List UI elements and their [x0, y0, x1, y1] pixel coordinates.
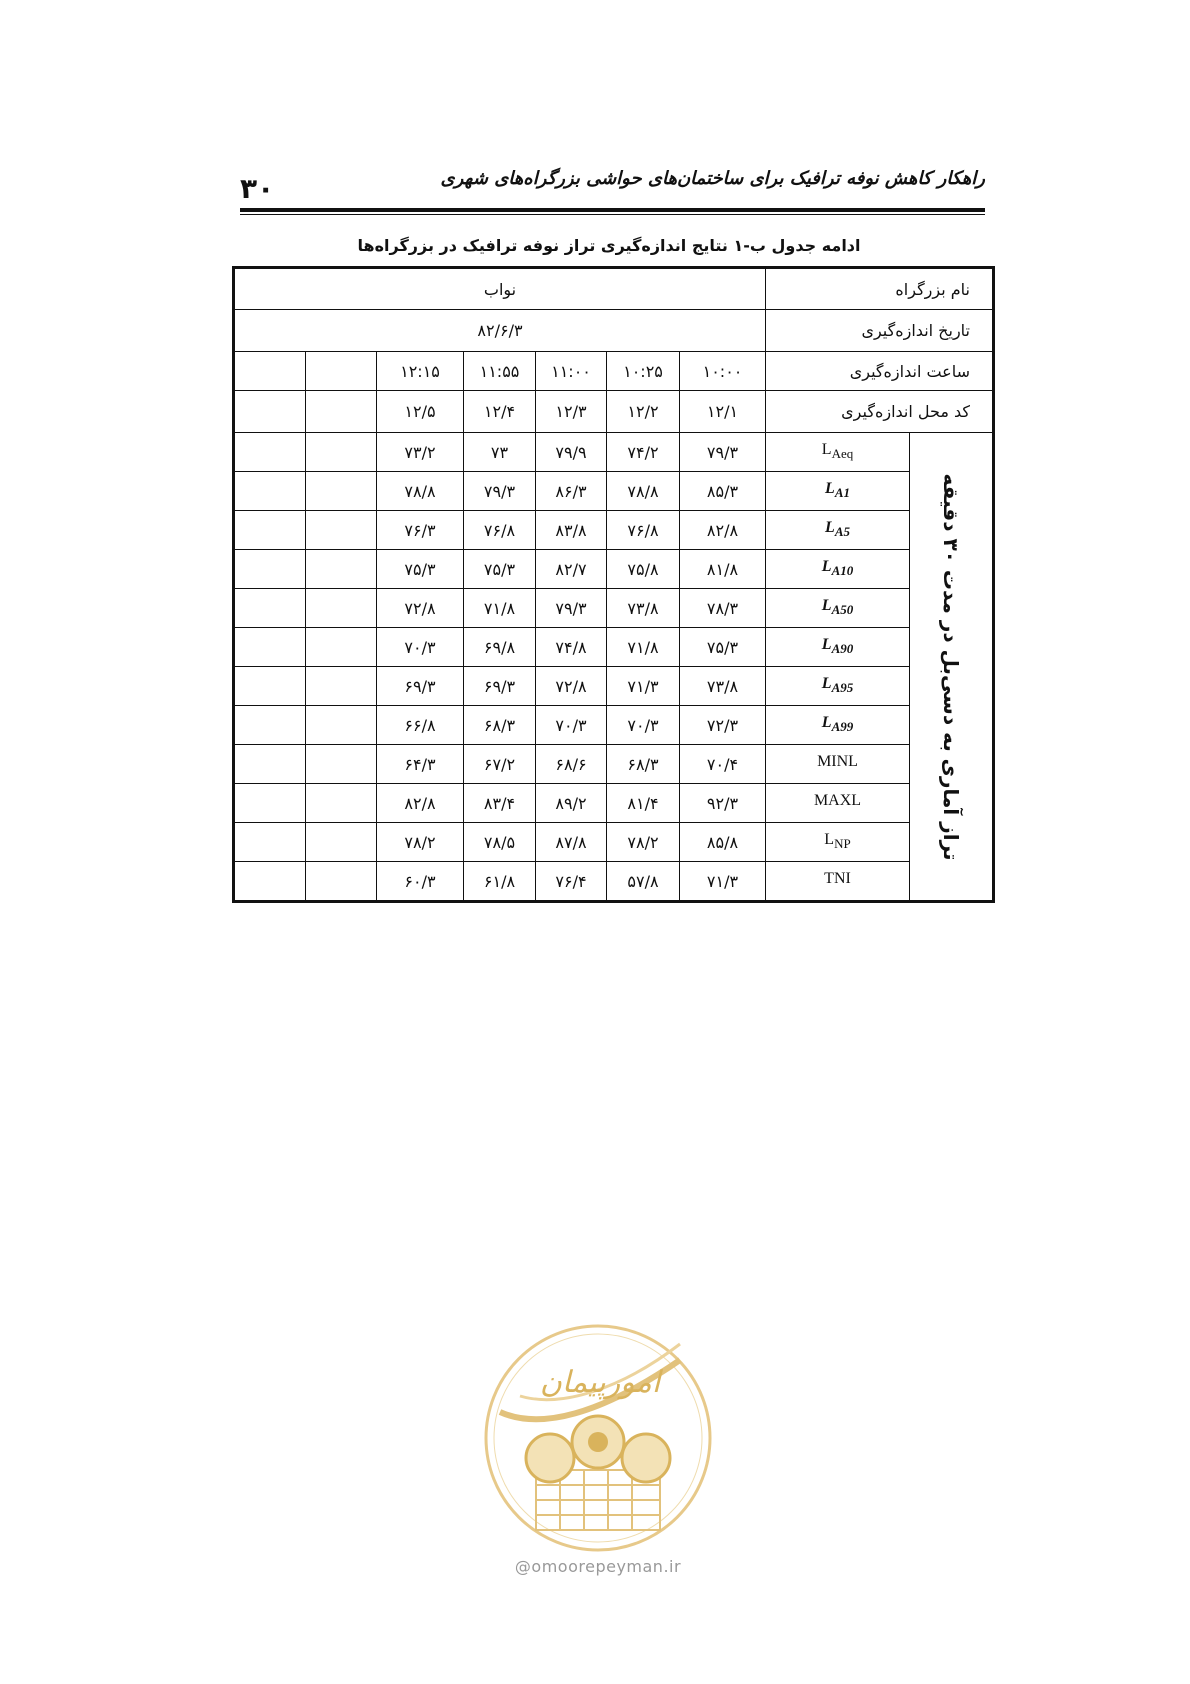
value-cell: ۷۰/۴	[680, 745, 766, 784]
value-cell: ۸۲/۸	[680, 511, 766, 550]
table-row	[234, 550, 994, 589]
metric-subscript: Aeq	[831, 446, 854, 462]
metric-label	[766, 628, 910, 667]
header-rule-thin	[240, 214, 985, 215]
table-row	[234, 706, 994, 745]
value-cell: ۶۹/۳	[377, 667, 464, 706]
value-cell	[234, 628, 306, 667]
value-cell: ۷۶/۸	[464, 511, 536, 550]
value-cell: ۶۸/۶	[536, 745, 607, 784]
code-cell: ۱۲/۱	[680, 391, 766, 433]
page-number: ۳۰	[240, 172, 275, 205]
value-cell: ۸۶/۳	[536, 472, 607, 511]
group-label-cell	[910, 433, 994, 902]
value-cell: ۷۶/۴	[536, 862, 607, 902]
value-cell: ۷۵/۳	[464, 550, 536, 589]
value-cell: ۸۳/۴	[464, 784, 536, 823]
value-cell	[306, 511, 377, 550]
value-cell: ۷۵/۳	[377, 550, 464, 589]
metric-subscript: A1	[834, 485, 850, 501]
value-cell	[234, 784, 306, 823]
value-cell	[306, 472, 377, 511]
value-cell: ۶۰/۳	[377, 862, 464, 902]
code-cell: ۱۲/۲	[607, 391, 680, 433]
metric-base: L	[825, 519, 835, 537]
measurement-date: ۸۲/۶/۳	[234, 310, 766, 352]
value-cell	[306, 433, 377, 472]
value-cell: ۷۱/۸	[607, 628, 680, 667]
table-row	[234, 511, 994, 550]
metric-base: L	[821, 636, 832, 654]
running-title: راهکار کاهش نوفه ترافیک برای ساختمان‌های حواشی بزرگراه‌های شهری	[440, 168, 985, 189]
value-cell: ۷۵/۸	[607, 550, 680, 589]
value-cell	[234, 511, 306, 550]
label-time: ساعت اندازه‌گیری	[766, 352, 994, 391]
time-cell: ۱۱:۵۵	[464, 352, 536, 391]
value-cell: ۶۴/۳	[377, 745, 464, 784]
metric-base: L	[821, 675, 832, 693]
metric-base: TNI	[824, 870, 851, 888]
metric-base: L	[821, 558, 832, 576]
metric-base: L	[824, 831, 835, 849]
value-cell: ۷۸/۸	[607, 472, 680, 511]
value-cell: ۵۷/۸	[607, 862, 680, 902]
metric-label	[766, 550, 910, 589]
table-row	[234, 433, 994, 472]
metric-base: L	[821, 441, 832, 459]
value-cell: ۸۷/۸	[536, 823, 607, 862]
metric-subscript: NP	[834, 836, 851, 852]
header-rule-thick	[240, 208, 985, 212]
value-cell: ۸۹/۲	[536, 784, 607, 823]
value-cell: ۶۸/۳	[464, 706, 536, 745]
table-row	[234, 823, 994, 862]
value-cell	[234, 550, 306, 589]
metric-subscript: A99	[831, 719, 854, 735]
table-row	[234, 472, 994, 511]
metric-base: MINL	[817, 753, 858, 771]
value-cell	[306, 667, 377, 706]
metric-subscript: A50	[831, 602, 854, 618]
watermark-site: @omoorepeyman.ir	[514, 1557, 682, 1576]
value-cell	[306, 745, 377, 784]
value-cell: ۶۱/۸	[464, 862, 536, 902]
value-cell	[306, 628, 377, 667]
metric-label	[766, 745, 910, 784]
value-cell: ۸۱/۸	[680, 550, 766, 589]
value-cell	[306, 862, 377, 902]
value-cell: ۶۶/۸	[377, 706, 464, 745]
value-cell: ۷۸/۲	[607, 823, 680, 862]
table-row	[234, 745, 994, 784]
value-cell	[234, 433, 306, 472]
value-cell	[234, 706, 306, 745]
metric-subscript: A90	[831, 641, 854, 657]
time-cell	[234, 352, 306, 391]
value-cell: ۷۶/۸	[607, 511, 680, 550]
metric-label	[766, 862, 910, 902]
table-caption: ادامه جدول ب-۱ نتایج اندازه‌گیری تراز نوفه ترافیک در بزرگراه‌ها	[357, 236, 861, 255]
value-cell	[234, 745, 306, 784]
label-code: کد محل اندازه‌گیری	[766, 391, 994, 433]
metric-base: L	[825, 480, 835, 498]
value-cell: ۷۴/۸	[536, 628, 607, 667]
value-cell	[306, 589, 377, 628]
label-date: تاریخ اندازه‌گیری	[766, 310, 994, 352]
table-row	[234, 628, 994, 667]
value-cell: ۸۵/۸	[680, 823, 766, 862]
table-row	[234, 667, 994, 706]
value-cell: ۷۰/۳	[536, 706, 607, 745]
value-cell	[306, 550, 377, 589]
table-row	[234, 784, 994, 823]
value-cell: ۷۳	[464, 433, 536, 472]
time-cell	[306, 352, 377, 391]
metric-label	[766, 784, 910, 823]
value-cell: ۷۹/۳	[464, 472, 536, 511]
highway-name: نواب	[234, 268, 766, 310]
value-cell: ۷۸/۲	[377, 823, 464, 862]
value-cell: ۷۹/۳	[536, 589, 607, 628]
value-cell: ۷۶/۳	[377, 511, 464, 550]
value-cell	[234, 667, 306, 706]
time-cell: ۱۰:۰۰	[680, 352, 766, 391]
page-header	[240, 168, 985, 212]
code-cell: ۱۲/۳	[536, 391, 607, 433]
value-cell: ۸۳/۸	[536, 511, 607, 550]
code-cell: ۱۲/۴	[464, 391, 536, 433]
metric-base: MAXL	[813, 792, 862, 810]
metric-label	[766, 589, 910, 628]
value-cell	[234, 862, 306, 902]
value-cell: ۷۱/۸	[464, 589, 536, 628]
time-cell: ۱۲:۱۵	[377, 352, 464, 391]
value-cell: ۷۳/۲	[377, 433, 464, 472]
value-cell: ۶۹/۸	[464, 628, 536, 667]
metric-subscript: A95	[831, 680, 854, 696]
code-cell: ۱۲/۵	[377, 391, 464, 433]
value-cell: ۷۸/۵	[464, 823, 536, 862]
metric-label	[766, 706, 910, 745]
table-row	[234, 589, 994, 628]
value-cell: ۷۲/۳	[680, 706, 766, 745]
value-cell	[234, 589, 306, 628]
metric-label	[766, 511, 910, 550]
value-cell: ۶۸/۳	[607, 745, 680, 784]
value-cell: ۷۹/۳	[680, 433, 766, 472]
metric-subscript: A10	[831, 563, 854, 579]
noise-measurement-table	[232, 266, 995, 903]
time-cell: ۱۰:۲۵	[607, 352, 680, 391]
value-cell: ۸۵/۳	[680, 472, 766, 511]
code-cell	[306, 391, 377, 433]
value-cell: ۶۹/۳	[464, 667, 536, 706]
value-cell	[306, 784, 377, 823]
value-cell: ۷۰/۳	[607, 706, 680, 745]
label-highway: نام بزرگراه	[766, 268, 994, 310]
value-cell: ۹۲/۳	[680, 784, 766, 823]
logo-script: امورپیمان	[539, 1365, 661, 1400]
value-cell: ۷۳/۸	[607, 589, 680, 628]
group-label: تراز آماری به دسی‌بل در مدت ۳۰ دقیقه	[939, 472, 964, 861]
metric-subscript: A5	[834, 524, 850, 540]
metric-label	[766, 667, 910, 706]
metric-label	[766, 433, 910, 472]
value-cell	[306, 706, 377, 745]
value-cell: ۷۸/۸	[377, 472, 464, 511]
value-cell	[234, 823, 306, 862]
value-cell: ۶۷/۲	[464, 745, 536, 784]
metric-label	[766, 823, 910, 862]
value-cell: ۷۰/۳	[377, 628, 464, 667]
value-cell: ۷۱/۳	[680, 862, 766, 902]
value-cell: ۷۳/۸	[680, 667, 766, 706]
value-cell: ۷۱/۳	[607, 667, 680, 706]
value-cell: ۸۲/۸	[377, 784, 464, 823]
value-cell: ۷۹/۹	[536, 433, 607, 472]
value-cell: ۷۲/۸	[536, 667, 607, 706]
value-cell: ۷۲/۸	[377, 589, 464, 628]
value-cell: ۸۱/۴	[607, 784, 680, 823]
value-cell	[306, 823, 377, 862]
metric-base: L	[821, 714, 832, 732]
value-cell: ۷۵/۳	[680, 628, 766, 667]
code-cell	[234, 391, 306, 433]
value-cell: ۷۸/۳	[680, 589, 766, 628]
time-cell: ۱۱:۰۰	[536, 352, 607, 391]
value-cell: ۸۲/۷	[536, 550, 607, 589]
value-cell	[234, 472, 306, 511]
metric-label	[766, 472, 910, 511]
omoorepeyman-seal-icon	[480, 1320, 716, 1556]
value-cell: ۷۴/۲	[607, 433, 680, 472]
metric-base: L	[821, 597, 832, 615]
table-row	[234, 862, 994, 902]
